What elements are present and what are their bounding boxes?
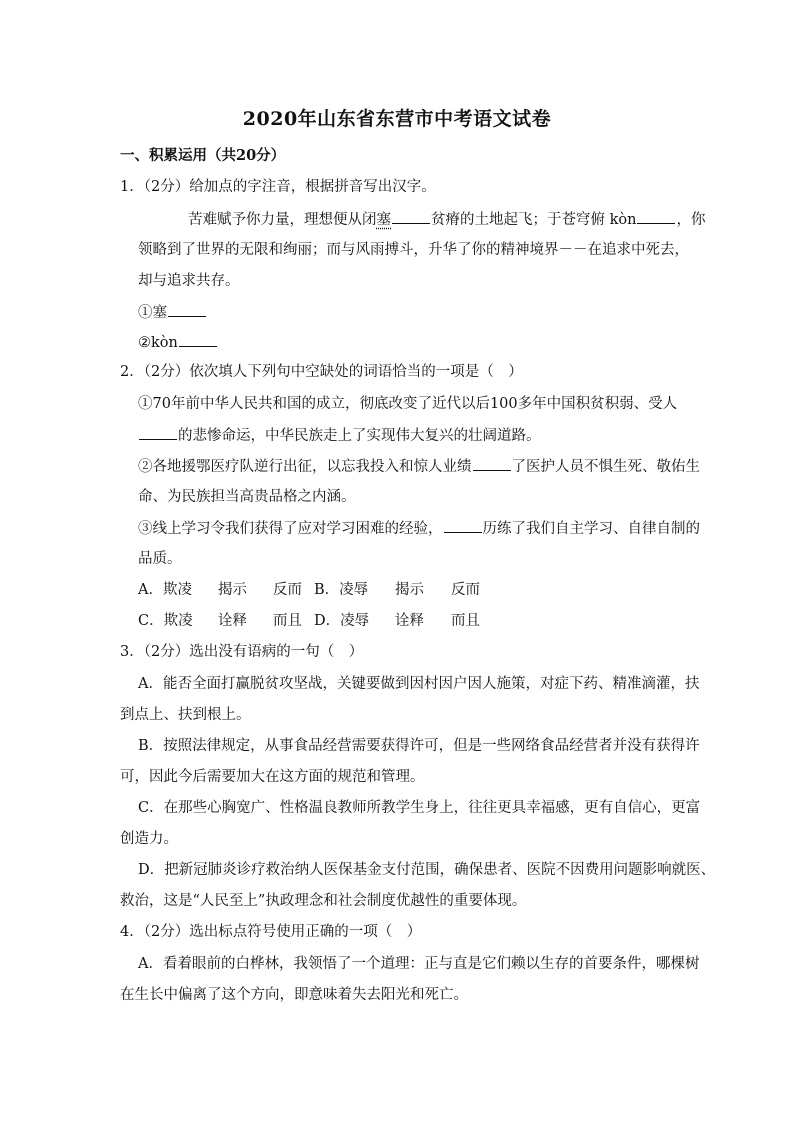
q2-s2-blank: [473, 456, 511, 471]
q1-passage-text-c: ，你: [676, 212, 706, 228]
q4-option-a-line2: 在生长中偏离了这个方向，即意味着失去阳光和死亡。: [120, 987, 468, 1003]
q2-option-b-word2: 揭示: [395, 582, 424, 598]
q2-option-a-word1: A．欺凌: [138, 582, 192, 598]
q3-option-d-line1: D．把新冠肺炎诊疗救治纳人医保基金支付范围，确保患者、医院不因费用问题影响就医、: [138, 862, 716, 878]
q1-sub2-blank: [179, 332, 217, 347]
q2-option-b-word3: 反而: [451, 582, 480, 598]
q4-option-a-line1: A．看着眼前的白桦林，我领悟了一个道理：正与直是它们赖以生存的首要条件，哪棵树: [138, 956, 700, 972]
q1-blank-1: [392, 209, 430, 224]
q3-option-c-line1: C．在那些心胸宽广、性格温良教师所教学生身上，往往更具幸福感，更有自信心，更富: [138, 800, 701, 816]
q1-dotted-char: 塞: [376, 212, 391, 228]
q3-option-a-line2: 到点上、扶到根上。: [120, 707, 251, 723]
q1-passage-text-b: 贫瘠的土地起飞；于苍穹俯 kòn: [431, 212, 637, 228]
q4-stem: 4．（2分）选出标点符号使用正确的一项（ ）: [120, 924, 422, 940]
q3-option-b-line1: B．按照法律规定，从事食品经营需要获得许可，但是一些网络食品经营者并没有获得许: [138, 738, 700, 754]
q2-s2-text-a: ②各地援鄂医疗队逆行出征，以忘我投入和惊人业绩: [138, 459, 472, 475]
q2-s3-text-b: 历练了我们自主学习、自律自制的: [482, 521, 700, 537]
section-heading: 一、积累运用（共20分）: [120, 147, 286, 164]
q3-option-c-line2: 创造力。: [120, 831, 178, 847]
q2-option-d-word1: D．凌辱: [314, 613, 370, 629]
q2-option-b-word1: B．凌辱: [314, 582, 369, 598]
q2-option-c-word1: C．欺凌: [138, 613, 193, 629]
q1-passage-line1: [188, 209, 705, 230]
q2-option-d-word3: 而且: [451, 613, 480, 629]
q2-option-c-word3: 而且: [273, 613, 302, 629]
q2-s1-line2: [138, 425, 541, 446]
q1-passage-line2: 领略到了世界的无限和绚丽；而与风雨搏斗，升华了你的精神境界－－在追求中死去，: [138, 242, 689, 258]
q2-s3-line2: 品质。: [138, 551, 182, 567]
q1-blank-2: [637, 209, 675, 224]
q2-option-c-word2: 诠释: [218, 613, 247, 629]
q1-passage-text-a: 苦难赋予你力量，理想便从闭: [188, 212, 377, 228]
q3-option-a-line1: A．能否全面打赢脱贫攻坚战，关键要做到因村因户因人施策，对症下药、精准滴灌，扶: [138, 676, 700, 692]
q3-option-b-line2: 可，因此今后需要加大在这方面的规范和管理。: [120, 769, 425, 785]
q3-stem: 3．（2分）选出没有语病的一句（ ）: [120, 644, 364, 660]
q2-option-d-word2: 诠释: [395, 613, 424, 629]
q2-option-a-word2: 揭示: [218, 582, 247, 598]
q2-s1-blank: [139, 425, 177, 440]
q1-passage-line3: 却与追求共存。: [138, 273, 240, 289]
q1-sub1-blank: [168, 302, 206, 317]
q3-option-d-line2: 救治，这是“人民至上”执政理念和社会制度优越性的重要体现。: [120, 893, 527, 909]
q2-s1-text: 的悲惨命运，中华民族走上了实现伟大复兴的壮阔道路。: [178, 428, 541, 444]
q2-option-a-word3: 反而: [273, 582, 302, 598]
q1-sub2-label: ②kòn: [138, 335, 178, 351]
q1-sub1-label: ①塞: [138, 305, 167, 321]
q2-s2-line1: [138, 456, 700, 477]
page-title: 2020年山东省东营市中考语文试卷: [242, 108, 552, 130]
q2-s2-line2: 命、为民族担当高贵品格之内涵。: [138, 489, 356, 505]
q1-sub1: [138, 302, 207, 323]
q2-stem: 2．（2分）依次填人下列句中空缺处的词语恰当的一项是（ ）: [120, 364, 523, 380]
q2-s3-blank: [444, 518, 482, 533]
q1-sub2: [138, 332, 218, 353]
q2-s1-line1: ①70年前中华人民共和国的成立，彻底改变了近代以后100多年中国积贫积弱、受人: [138, 396, 678, 412]
q2-s3-line1: [138, 518, 700, 539]
q2-s2-text-b: 了医护人员不惧生死、敬佑生: [511, 459, 700, 475]
q2-s3-text-a: ③线上学习令我们获得了应对学习困难的经验，: [138, 521, 443, 537]
q1-stem: 1．（2分）给加点的字注音，根据拼音写出汉字。: [120, 179, 436, 195]
